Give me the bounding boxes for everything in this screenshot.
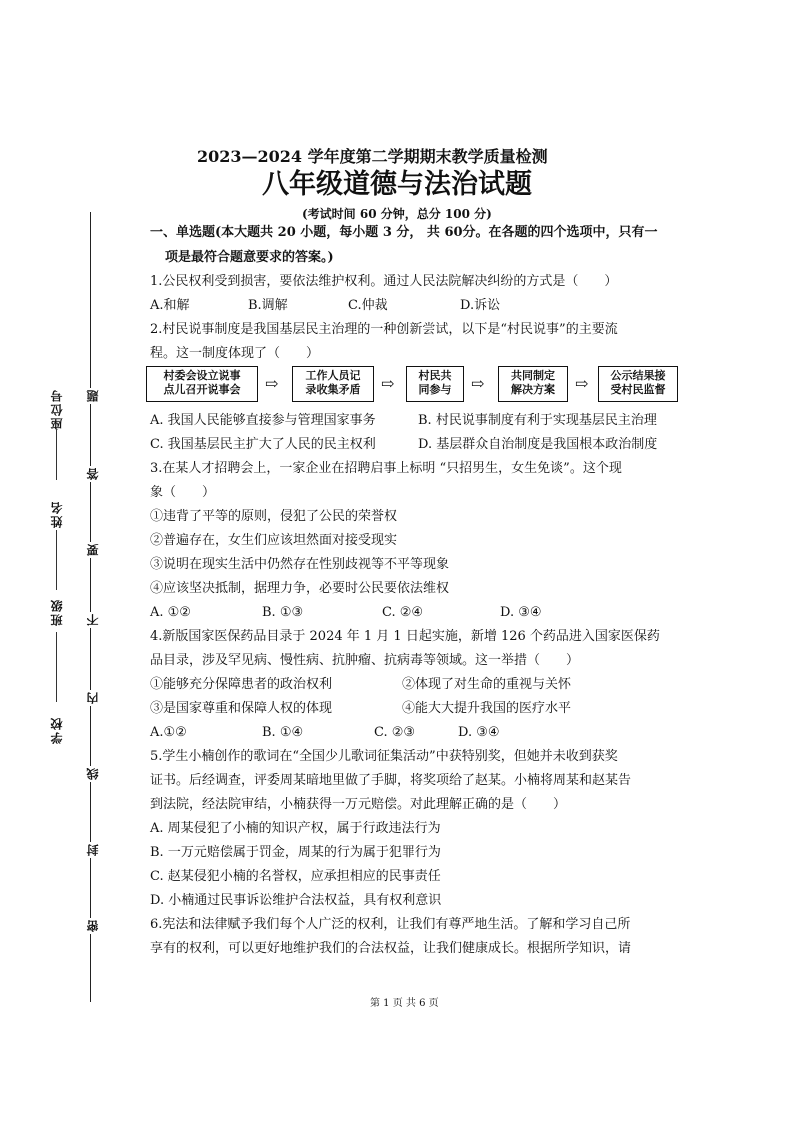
question-stem: 5.学生小楠创作的歌词在“全国少儿歌词征集活动”中获特别奖，但她并未收到获奖	[150, 749, 618, 764]
exam-info: (考试时间 60 分钟，总分 100 分)	[302, 207, 492, 221]
option: A.和解	[150, 298, 190, 313]
seal-char: 题	[86, 390, 100, 402]
seat-number-underline	[56, 430, 57, 480]
statement-item: ③是国家尊重和保障人权的体现	[150, 701, 333, 716]
class-underline	[56, 632, 57, 702]
option: C. 我国基层民主扩大了人民的民主权利	[150, 437, 376, 452]
flow-step-5: 公示结果接 受村民监督	[598, 366, 678, 402]
statement-item: ①违背了平等的原则，侵犯了公民的荣誉权	[150, 509, 398, 524]
seal-char: 不	[86, 614, 100, 626]
question-stem: 6.宪法和法律赋予我们每个人广泛的权利，让我们有尊严地生活。了解和学习自己所	[150, 917, 631, 932]
question-stem-cont: 品目录，涉及罕见病、慢性病、抗肿瘤、抗病毒等领域。这一举措（ ）	[150, 653, 580, 668]
binding-line	[90, 212, 91, 1002]
question-stem-cont: 象（ ）	[150, 485, 216, 500]
option: D.诉讼	[460, 298, 501, 313]
seal-char: 线	[86, 768, 100, 780]
page-number: 第 1 页 共 6 页	[370, 998, 439, 1009]
option: C. 赵某侵犯小楠的名誉权，应承担相应的民事责任	[150, 869, 441, 884]
section-heading: 一、单选题(本大题共 20 小题，每小题 3 分， 共 60分。在各题的四个选项中，只有一	[150, 225, 658, 240]
arrow-right-icon: ⇨	[381, 374, 395, 393]
option: A. ①②	[150, 605, 191, 620]
statement-item: ②体现了对生命的重视与关怀	[402, 677, 572, 692]
question-stem: 1.公民权利受到损害，要依法维护权利。通过人民法院解决纠纷的方式是（ ）	[150, 274, 618, 289]
statement-item: ①能够充分保障患者的政治权利	[150, 677, 333, 692]
statement-item: ③说明在现实生活中仍然存在性别歧视等不平等现象	[150, 557, 450, 572]
seal-char: 内	[86, 692, 100, 704]
statement-item: ②普遍存在，女生们应该坦然面对接受现实	[150, 533, 398, 548]
option: C. ②④	[382, 605, 424, 620]
section-heading-cont: 项是最符合题意要求的答案。)	[165, 250, 334, 265]
option: B.调解	[248, 298, 288, 313]
seal-char: 要	[86, 544, 100, 556]
seal-char: 答	[86, 468, 100, 480]
question-stem-cont: 享有的权利，可以更好地维护我们的合法权益，让我们健康成长。根据所学知识，请	[150, 941, 632, 956]
class-label: 班级	[50, 598, 64, 626]
option: A. 周某侵犯了小楠的知识产权，属于行政违法行为	[150, 821, 441, 836]
question-stem-cont: 程。这一制度体现了（ ）	[150, 346, 320, 361]
question-stem: 2.村民说事制度是我国基层民主治理的一种创新尝试，以下是“村民说事”的主要流	[150, 322, 618, 337]
option: B. 村民说事制度有利于实现基层民主治理	[418, 413, 657, 428]
seal-char: 密	[86, 920, 100, 932]
statement-item: ④应该坚决抵制，据理力争，必要时公民要依法维权	[150, 581, 450, 596]
option: B. ①④	[262, 725, 304, 740]
subject-title: 八年级道德与法治试题	[262, 169, 532, 200]
question-stem-cont: 到法院，经法院审结，小楠获得一万元赔偿。对此理解正确的是（ ）	[150, 797, 567, 812]
question-stem: 4.新版国家医保药品目录于 2024 年 1 月 1 日起实施，新增 126 个药品进入国家医保药	[150, 629, 660, 644]
question-stem: 3.在某人才招聘会上，一家企业在招聘启事上标明 “只招男生，女生免谈”。这个现	[150, 461, 622, 476]
arrow-right-icon: ⇨	[265, 374, 279, 393]
name-underline	[56, 530, 57, 590]
school-label: 学校	[50, 716, 64, 744]
option: D. ③④	[500, 605, 542, 620]
option: C. ②③	[374, 725, 416, 740]
name-label: 姓名	[50, 500, 64, 528]
arrow-right-icon: ⇨	[575, 374, 589, 393]
statement-item: ④能大大提升我国的医疗水平	[402, 701, 572, 716]
option: B. ①③	[262, 605, 304, 620]
option: C.仲裁	[348, 298, 388, 313]
flow-step-1: 村委会设立说事 点儿召开说事会	[146, 366, 258, 402]
flow-step-2: 工作人员记 录收集矛盾	[292, 366, 374, 402]
option: D. ③④	[458, 725, 500, 740]
option: B. 一万元赔偿属于罚金，周某的行为属于犯罪行为	[150, 845, 441, 860]
option: A. 我国人民能够直接参与管理国家事务	[150, 413, 376, 428]
arrow-right-icon: ⇨	[471, 374, 485, 393]
question-stem-cont: 证书。后经调查，评委周某暗地里做了手脚，将奖项给了赵某。小楠将周某和赵某告	[150, 773, 632, 788]
option: D. 基层群众自治制度是我国根本政治制度	[418, 437, 658, 452]
option: A.①②	[150, 725, 187, 740]
exam-title: 2023—2024 学年度第二学期期末教学质量检测	[197, 147, 548, 166]
seat-number-label: 座位号	[50, 388, 64, 430]
option: D. 小楠通过民事诉讼维护合法权益，具有权利意识	[150, 893, 442, 908]
flow-step-4: 共同制定 解决方案	[498, 366, 568, 402]
seal-char: 封	[86, 844, 100, 856]
flow-step-3: 村民共 同参与	[406, 366, 464, 402]
